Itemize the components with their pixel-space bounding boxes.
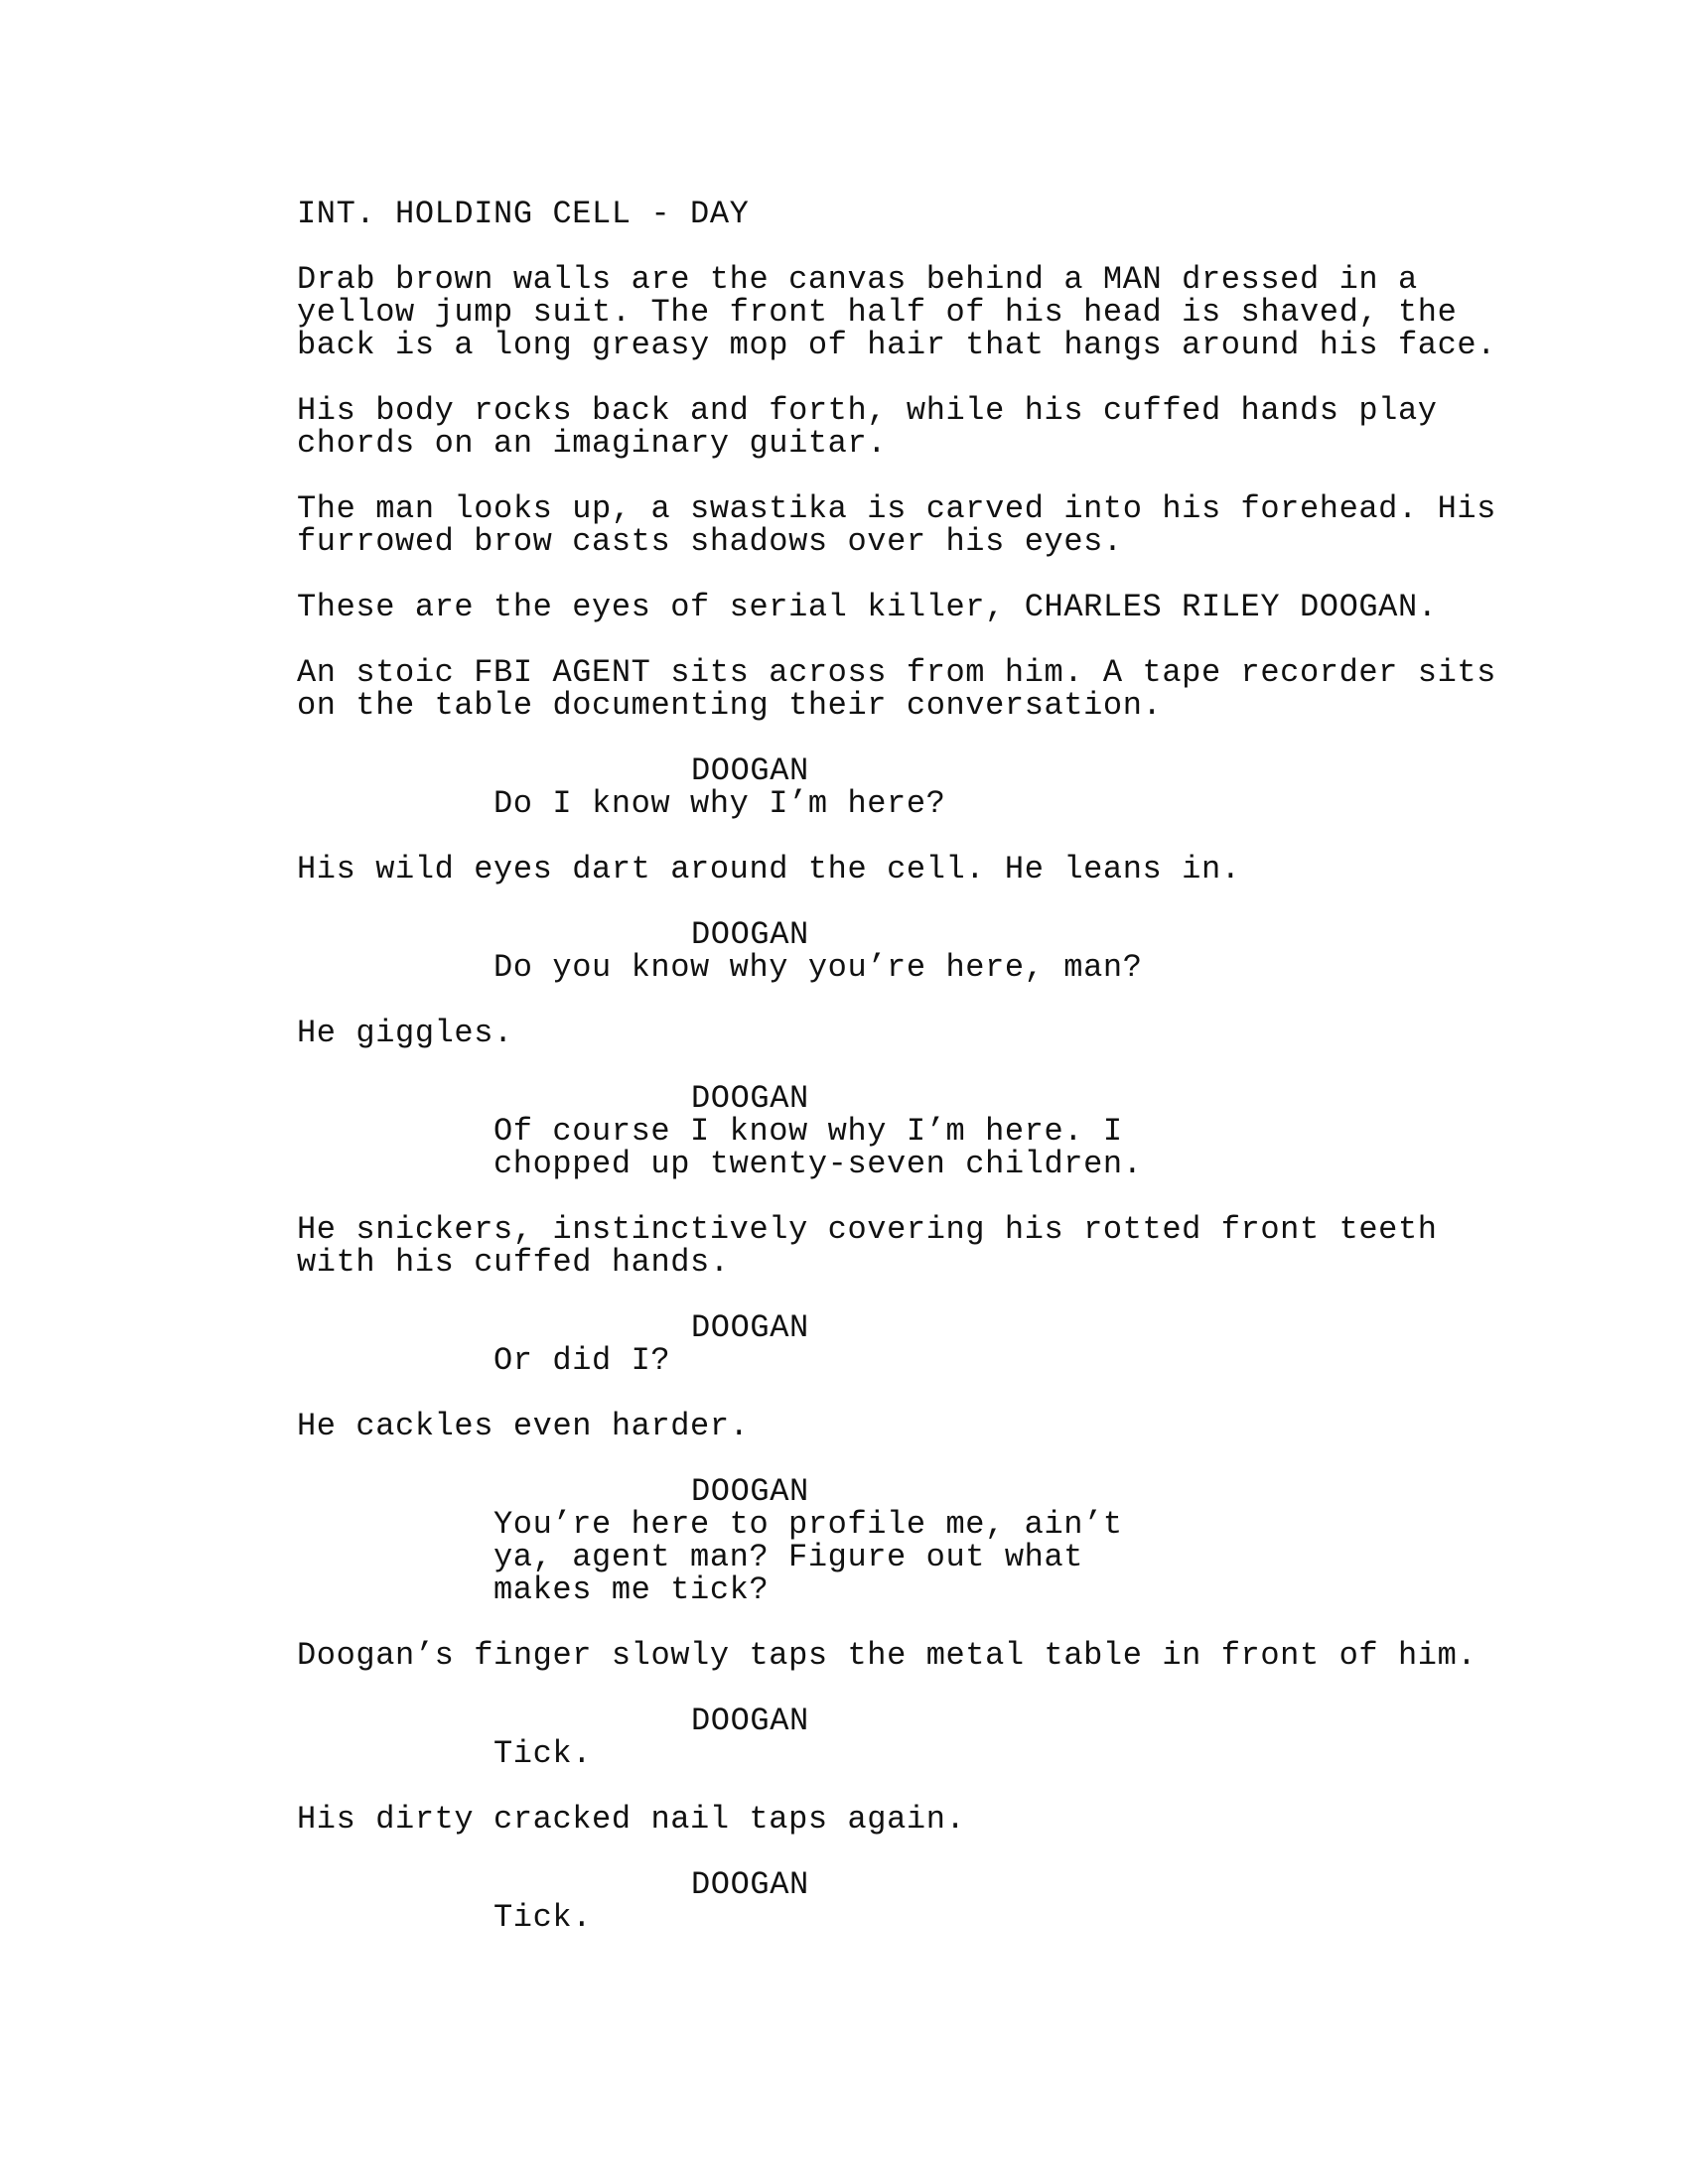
action-line: chords on an imaginary guitar.	[297, 425, 888, 462]
character-cue: DOOGAN	[691, 1080, 809, 1117]
dialogue-line: chopped up twenty-seven children.	[493, 1146, 1143, 1182]
character-cue: DOOGAN	[691, 1703, 809, 1739]
action-line: His body rocks back and forth, while his cuffed hands play	[297, 392, 1438, 429]
action-line: The man looks up, a swastika is carved into his forehead. His	[297, 490, 1496, 527]
action-line: His dirty cracked nail taps again.	[297, 1801, 966, 1838]
dialogue-line: You’re here to profile me, ain’t	[493, 1506, 1123, 1543]
character-cue: DOOGAN	[691, 1309, 809, 1346]
character-cue: DOOGAN	[691, 916, 809, 953]
character-cue: DOOGAN	[691, 1866, 809, 1903]
dialogue-line: ya, agent man? Figure out what	[493, 1539, 1084, 1575]
action-line: with his cuffed hands.	[297, 1244, 730, 1281]
dialogue-line: Do you know why you’re here, man?	[493, 949, 1143, 986]
character-cue: DOOGAN	[691, 1473, 809, 1510]
scene-heading: INT. HOLDING CELL - DAY	[297, 196, 750, 232]
action-line: on the table documenting their conversation.	[297, 687, 1163, 724]
action-line: Drab brown walls are the canvas behind a MAN dressed in a	[297, 261, 1418, 298]
action-line: He cackles even harder.	[297, 1408, 750, 1444]
dialogue-line: Of course I know why I’m here. I	[493, 1113, 1123, 1150]
action-line: An stoic FBI AGENT sits across from him. A tape recorder sits	[297, 654, 1496, 691]
dialogue-line: Tick.	[493, 1899, 593, 1936]
action-line: yellow jump suit. The front half of his head is shaved, the	[297, 294, 1458, 331]
dialogue-line: Tick.	[493, 1735, 593, 1772]
action-line: Doogan’s finger slowly taps the metal table in front of him.	[297, 1637, 1477, 1674]
action-line: His wild eyes dart around the cell. He leans in.	[297, 851, 1241, 887]
character-cue: DOOGAN	[691, 752, 809, 789]
action-line: furrowed brow casts shadows over his eyes.	[297, 523, 1123, 560]
action-line: These are the eyes of serial killer, CHARLES RILEY DOOGAN.	[297, 589, 1438, 625]
action-line: He snickers, instinctively covering his rotted front teeth	[297, 1211, 1438, 1248]
action-line: back is a long greasy mop of hair that hangs around his face.	[297, 327, 1496, 363]
action-line: He giggles.	[297, 1015, 513, 1051]
dialogue-line: makes me tick?	[493, 1571, 770, 1608]
dialogue-line: Or did I?	[493, 1342, 671, 1379]
dialogue-line: Do I know why I’m here?	[493, 785, 946, 822]
